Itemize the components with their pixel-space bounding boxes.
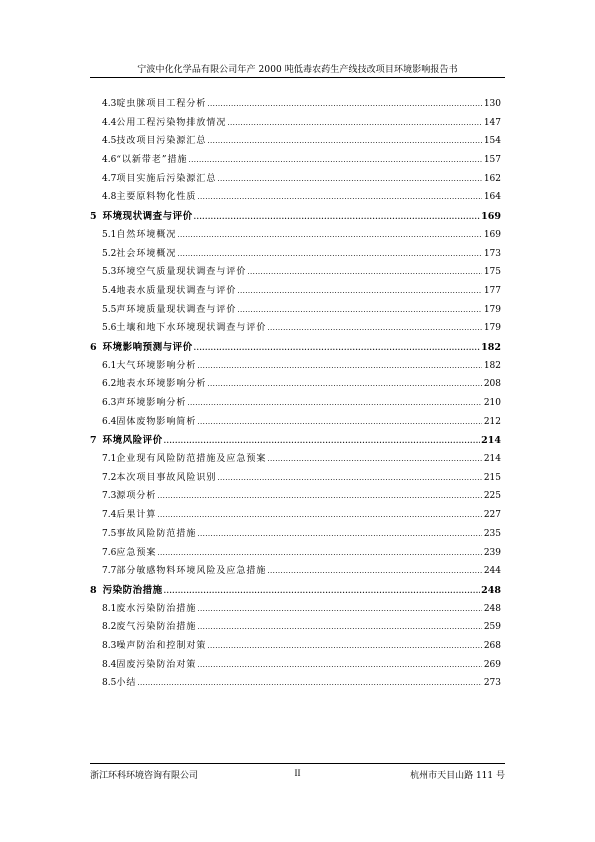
- toc-entry-title: 环境空气质量现状调查与评价: [116, 267, 247, 278]
- toc-entry-page: 227: [483, 510, 501, 521]
- toc-section-entry[interactable]: [90, 601, 501, 620]
- toc-dot-leader: [157, 510, 482, 520]
- toc-section-entry[interactable]: [90, 96, 501, 115]
- toc-entry-title: 废气污染防治措施: [116, 622, 197, 633]
- toc-dot-leader: [197, 529, 482, 539]
- toc-dot-leader: [164, 585, 481, 596]
- toc-entry-number: 8.5: [102, 678, 117, 689]
- toc-entry-page: 212: [483, 416, 501, 427]
- toc-entry-number: 6.3: [102, 398, 117, 408]
- toc-entry-title: 环境现状调查与评价: [102, 211, 193, 223]
- toc-entry-page: 164: [483, 192, 501, 203]
- toc-section-entry[interactable]: [90, 283, 501, 302]
- toc-entry-page: 179: [483, 323, 501, 334]
- toc-section-entry[interactable]: [90, 657, 501, 676]
- page-header: 宁波中化化学品有限公司年产 2000 吨低毒农药生产线技改项目环境影响报告书: [137, 65, 458, 75]
- toc-dot-leader: [194, 342, 481, 353]
- toc-entry-number: 4.5: [102, 136, 117, 147]
- toc-chapter-entry[interactable]: [90, 582, 501, 601]
- footer-address: 杭州市天目山路 111 号: [410, 771, 505, 781]
- toc-section-entry[interactable]: [90, 545, 501, 564]
- toc-entry-number: 5.1: [102, 229, 117, 240]
- toc-entry-number: 4.8: [102, 192, 117, 203]
- toc-entry-page: 273: [483, 678, 501, 689]
- toc-entry-number: 4.6: [102, 155, 117, 166]
- toc-section-entry[interactable]: [90, 152, 501, 171]
- toc-entry-page: 239: [483, 547, 501, 558]
- toc-entry-number: 8.4: [102, 659, 117, 670]
- toc-dot-leader: [207, 136, 482, 146]
- toc-section-entry[interactable]: [90, 246, 501, 265]
- toc-entry-page: 214: [481, 435, 501, 447]
- toc-entry-title: 自然环境概况: [116, 229, 177, 240]
- toc-entry-title: 固体废物影响简析: [116, 416, 197, 427]
- toc-entry-page: 154: [483, 136, 501, 147]
- toc-entry-page: 248: [483, 603, 501, 614]
- toc-entry-number: 6: [90, 341, 97, 353]
- toc-dot-leader: [197, 660, 482, 670]
- toc-dot-leader: [197, 417, 482, 427]
- toc-dot-leader: [227, 118, 482, 128]
- toc-dot-leader: [207, 379, 482, 389]
- toc-entry-page: 235: [483, 528, 501, 539]
- page-footer: [90, 768, 505, 781]
- toc-entry-title: 社会环境概况: [116, 248, 177, 259]
- toc-dot-leader: [164, 435, 481, 446]
- toc-entry-title: 本次项目事故风险识别: [116, 472, 217, 483]
- toc-dot-leader: [157, 491, 482, 501]
- toc-entry-title: 噪声防治和控制对策: [116, 640, 207, 651]
- toc-section-entry[interactable]: [90, 414, 501, 433]
- toc-entry-title: 公用工程污染物排放情况: [116, 117, 227, 128]
- toc-entry-page: 225: [483, 491, 501, 502]
- toc-entry-title: 地表水质量现状调查与评价: [116, 285, 237, 296]
- toc-dot-leader: [197, 192, 482, 202]
- toc-dot-leader: [267, 323, 482, 333]
- toc-chapter-entry[interactable]: [90, 208, 501, 227]
- header-divider: [90, 77, 505, 78]
- toc-section-entry[interactable]: [90, 189, 501, 208]
- toc-entry-title: 小结: [116, 678, 137, 689]
- toc-dot-leader: [137, 678, 482, 688]
- toc-dot-leader: [267, 454, 482, 464]
- toc-entry-page: 248: [481, 584, 501, 596]
- toc-entry-number: 5.5: [102, 304, 117, 315]
- toc-section-entry[interactable]: [90, 376, 501, 395]
- toc-entry-number: 7.7: [102, 566, 117, 577]
- toc-entry-title: 项目实施后污染源汇总: [116, 173, 217, 184]
- toc-entry-page: 173: [483, 248, 501, 259]
- toc-entry-number: 8.3: [102, 640, 117, 651]
- toc-entry-title: 固废污染防治对策: [116, 659, 197, 670]
- toc-section-entry[interactable]: [90, 133, 501, 152]
- toc-entry-title: “以新带老”措施: [116, 155, 188, 166]
- toc-entry-title: 大气环境影响分析: [116, 360, 197, 371]
- toc-entry-title: 污染防治措施: [102, 584, 163, 596]
- toc-entry-number: 7.3: [102, 491, 117, 502]
- toc-section-entry[interactable]: [90, 115, 501, 134]
- toc-section-entry[interactable]: [90, 264, 501, 283]
- toc-entry-number: 5.3: [102, 267, 117, 278]
- toc-entry-title: 声环境影响分析: [116, 398, 187, 408]
- toc-entry-title: 源项分析: [116, 491, 157, 502]
- toc-entry-number: 4.4: [102, 117, 117, 128]
- toc-entry-number: 5.2: [102, 248, 117, 259]
- toc-dot-leader: [189, 155, 482, 165]
- toc-section-entry[interactable]: [90, 507, 501, 526]
- toc-section-entry[interactable]: [90, 451, 501, 470]
- toc-entry-page: 214: [483, 454, 501, 465]
- toc-dot-leader: [237, 305, 482, 315]
- toc-section-entry[interactable]: [90, 526, 501, 545]
- toc-entry-number: 5.4: [102, 285, 117, 296]
- toc-entry-number: 5: [90, 211, 97, 223]
- toc-entry-page: 259: [483, 622, 501, 633]
- toc-entry-number: 6.4: [102, 416, 117, 427]
- toc-entry-page: 147: [483, 117, 501, 128]
- toc-entry-page: 268: [483, 640, 501, 651]
- toc-section-entry[interactable]: [90, 227, 501, 246]
- toc-entry-title: 环境风险评价: [102, 435, 163, 447]
- toc-entry-page: 169: [481, 211, 501, 223]
- toc-section-entry[interactable]: [90, 395, 501, 414]
- toc-entry-number: 6.1: [102, 360, 117, 371]
- toc-entry-page: 215: [483, 472, 501, 483]
- toc-entry-number: 8.1: [102, 603, 117, 614]
- toc-entry-page: 175: [483, 267, 501, 278]
- toc-section-entry[interactable]: [90, 638, 501, 657]
- toc-section-entry[interactable]: [90, 675, 501, 694]
- toc-entry-title: 环境影响预测与评价: [102, 341, 193, 353]
- footer-divider: [90, 763, 505, 764]
- toc-dot-leader: [207, 99, 482, 109]
- toc-dot-leader: [217, 174, 482, 184]
- toc-entry-page: 208: [483, 379, 501, 390]
- toc-entry-title: 地表水环境影响分析: [116, 379, 207, 390]
- toc-entry-number: 7.1: [102, 454, 117, 465]
- toc-dot-leader: [237, 286, 482, 296]
- toc-entry-number: 7.6: [102, 547, 117, 558]
- toc-dot-leader: [267, 566, 482, 576]
- toc-dot-leader: [157, 548, 482, 558]
- toc-entry-title: 企业现有风险防范措施及应急预案: [116, 454, 267, 465]
- toc-entry-number: 7.4: [102, 510, 117, 521]
- table-of-contents: [90, 96, 501, 694]
- toc-section-entry[interactable]: [90, 488, 501, 507]
- toc-chapter-entry[interactable]: [90, 432, 501, 451]
- toc-entry-title: 主要原料物化性质: [116, 192, 197, 203]
- toc-entry-number: 8: [90, 584, 97, 596]
- toc-entry-title: 技改项目污染源汇总: [116, 136, 207, 147]
- toc-section-entry[interactable]: [90, 302, 501, 321]
- toc-entry-number: 4.3: [102, 99, 117, 109]
- toc-dot-leader: [177, 249, 482, 259]
- toc-dot-leader: [197, 604, 482, 614]
- toc-section-entry[interactable]: [90, 470, 501, 489]
- toc-section-entry[interactable]: [90, 563, 501, 582]
- toc-entry-title: 部分敏感物料环境风险及应急措施: [116, 566, 267, 577]
- toc-entry-title: 废水污染防治措施: [116, 603, 197, 614]
- toc-section-entry[interactable]: [90, 171, 501, 190]
- toc-dot-leader: [247, 267, 482, 277]
- toc-entry-title: 啶虫脒项目工程分析: [116, 99, 207, 109]
- toc-entry-title: 应急预案: [116, 547, 157, 558]
- toc-entry-page: 162: [483, 173, 501, 184]
- toc-entry-title: 声环境质量现状调查与评价: [116, 304, 237, 315]
- toc-dot-leader: [194, 211, 481, 222]
- toc-entry-number: 7: [90, 435, 97, 447]
- toc-entry-title: 事故风险防范措施: [116, 528, 197, 539]
- toc-entry-number: 5.6: [102, 323, 117, 334]
- toc-entry-number: 6.2: [102, 379, 117, 390]
- page-number: II: [294, 768, 301, 778]
- toc-entry-page: 269: [483, 659, 501, 670]
- toc-entry-page: 210: [483, 398, 501, 408]
- toc-entry-number: 8.2: [102, 622, 117, 633]
- toc-entry-page: 169: [483, 229, 501, 240]
- toc-entry-page: 157: [483, 155, 501, 166]
- toc-dot-leader: [197, 622, 482, 632]
- toc-entry-page: 182: [481, 341, 501, 353]
- toc-section-entry[interactable]: [90, 619, 501, 638]
- toc-section-entry[interactable]: [90, 320, 501, 339]
- toc-dot-leader: [217, 473, 482, 483]
- toc-entry-number: 7.2: [102, 472, 117, 483]
- toc-dot-leader: [177, 230, 482, 240]
- toc-section-entry[interactable]: [90, 358, 501, 377]
- toc-entry-number: 7.5: [102, 528, 117, 539]
- toc-dot-leader: [207, 641, 482, 651]
- toc-dot-leader: [187, 398, 482, 408]
- toc-entry-number: 4.7: [102, 173, 117, 184]
- footer-company: 浙江环科环境咨询有限公司: [90, 771, 199, 781]
- toc-entry-page: 182: [483, 360, 501, 371]
- toc-entry-page: 177: [483, 285, 501, 296]
- toc-entry-title: 后果计算: [116, 510, 157, 521]
- toc-entry-page: 179: [483, 304, 501, 315]
- toc-entry-page: 130: [483, 99, 501, 109]
- toc-entry-page: 244: [483, 566, 501, 577]
- toc-dot-leader: [197, 361, 482, 371]
- toc-chapter-entry[interactable]: [90, 339, 501, 358]
- toc-entry-title: 土壤和地下水环境现状调查与评价: [116, 323, 267, 334]
